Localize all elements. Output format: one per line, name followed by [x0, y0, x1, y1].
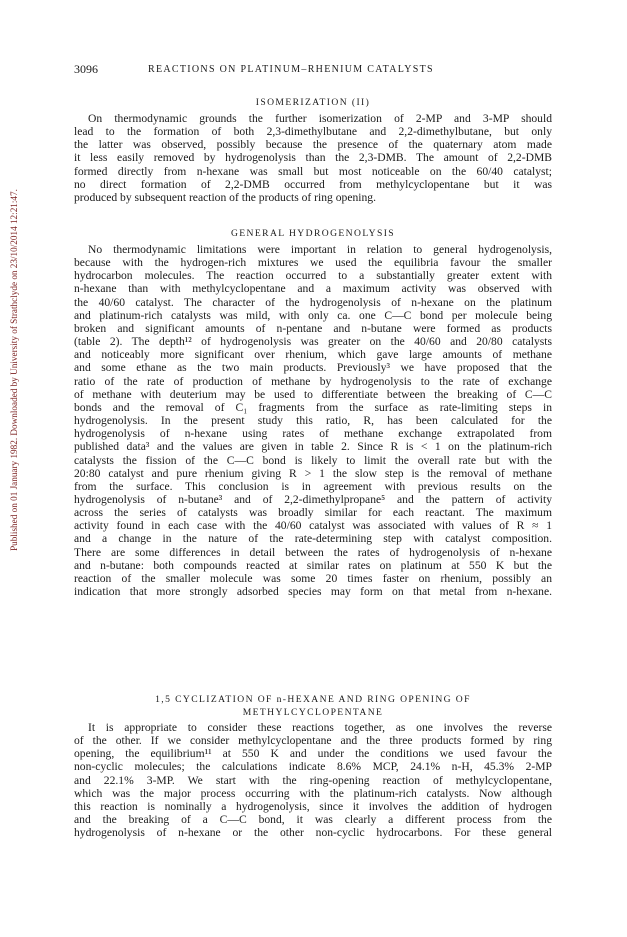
text-line: On thermodynamic grounds the further isomerization of 2-MP and 3-MP should: [88, 112, 552, 125]
text-line: opening, the equilibrium¹¹ at 550 K and under the conditions we used favour the: [74, 747, 552, 761]
heading-line: METHYLCYCLOPENTANE: [242, 707, 384, 718]
text-line: of methane with deuterium may be used to differentiate between the breaking of C—C: [74, 387, 552, 401]
text-line: no direct formation of 2,2-DMB occurred from methylcyclopentane but it was: [74, 177, 552, 191]
text-line: the latter was observed, possibly because the presence of the quaternary atom made: [74, 138, 552, 152]
text-line: non-cyclic molecules; the calculations indicate 8.6% MCP, 24.1% n-H, 45.3% 2-MP: [74, 760, 552, 774]
text-line: from the surface. This conclusion is in agreement with previous results on the: [74, 479, 552, 493]
text-line: formed directly from n-hexane was small but most noticeable on the 60/40 catalyst;: [74, 164, 552, 178]
download-notice-sidebar: [8, 150, 20, 590]
text-line: this reaction is nominally a hydrogenolysis, since it involves the addition of hydrogen: [74, 799, 552, 813]
text-line: indication that more strongly adsorbed species may form on that metal from n-hexane.: [74, 585, 552, 599]
text-line: hydrocarbon molecules. The reaction occurred to a substantially greater extent with: [74, 269, 552, 283]
paragraph-general-hydrogenolysis: [74, 243, 552, 598]
text-line: 20:80 catalyst and pure rhenium giving R > 1 the slow step is the removal of methane: [74, 466, 552, 480]
text-line: hydrogenolysis of n-hexane using rates of methane exchange extrapolated from: [74, 427, 552, 441]
text-line: broken and significant amounts of n-pentane and n-butane were formed as products: [74, 321, 552, 335]
section-heading-isomerization: ISOMERIZATION (II): [255, 97, 371, 108]
text-line: and the breaking of a C—C bond, it was clearly a different process from the: [74, 813, 552, 827]
text-line: and n-butane: both compounds reacted at similar rates on platinum at 550 K but the: [74, 558, 552, 572]
text-line: There are some differences in detail between the rates of hydrogenolysis of n-hexane: [74, 545, 552, 559]
paragraph-cyclization: [74, 721, 552, 839]
text-line: hydrogenolysis of n-butane³ and of 2,2-dimethylpropane⁵ and the pattern of activity: [74, 492, 552, 506]
text-line: published data³ and the values are given in table 2. Since R is < 1 on the platinum-rich: [74, 440, 552, 454]
text-line: reaction of the smaller molecule was some 20 times faster on rhenium, possibly an: [74, 571, 552, 585]
section-heading-cyclization: [74, 693, 552, 719]
text-line: and noticeably more significant over rhenium, which gave large amounts of methane: [74, 348, 552, 362]
text-line: of the other. If we consider methylcyclopentane and the three products formed by ring: [74, 734, 552, 748]
text-line: and 22.1% 3-MP. We start with the ring-opening reaction of methylcyclopentane,: [74, 773, 552, 787]
text-line: hydrogenolysis. In the present study this ratio, R, has been calculated for the: [74, 414, 552, 428]
text-line: bonds and the removal of C₁ fragments from the surface as rate-limiting steps in: [74, 400, 552, 414]
text-line: it less easily removed by hydrogenolysis than the 2,3-DMB. The amount of 2,2-DMB: [74, 151, 552, 165]
page-number: 3096: [74, 62, 98, 76]
running-title: REACTIONS ON PLATINUM–RHENIUM CATALYSTS: [148, 64, 434, 75]
text-line: and a change in the nature of the rate-determining step with catalyst composition.: [74, 532, 552, 546]
text-line: activity found in each case with the 40/60 catalyst was associated with values of R ≈ 1: [74, 519, 552, 533]
text-line: It is appropriate to consider these reactions together, as one involves the reverse: [88, 721, 552, 734]
text-line: No thermodynamic limitations were important in relation to general hydrogenolysis,: [88, 243, 552, 256]
text-line: the 40/60 catalyst. The character of the hydrogenolysis of n-hexane on the platinum: [74, 295, 552, 309]
text-line: and some ethane as the two main products. Previously³ we have proposed that the: [74, 361, 552, 375]
text-line: and platinum-rich catalysts was mild, with only ca. one C—C bond per molecule being: [74, 308, 552, 322]
text-line: ratio of the rate of production of methane by hydrogenolysis to the rate of exchange: [74, 374, 552, 388]
text-line: which was the major process occurring with the platinum-rich catalysts. Now although: [74, 786, 552, 800]
text-line: n-hexane than with methylcyclopentane and a maximum activity was observed with: [74, 282, 552, 296]
text-line: produced by subsequent reaction of the products of ring opening.: [74, 190, 377, 204]
section-heading-general-hydrogenolysis: GENERAL HYDROGENOLYSIS: [230, 228, 396, 239]
text-line: across the series of catalysts was broadly similar for each reactant. The maximum: [74, 506, 552, 520]
heading-line: 1,5 CYCLIZATION OF n-HEXANE AND RING OPENING OF: [155, 694, 471, 705]
text-line: because with the hydrogen-rich mixtures we used the equilibria favour the smaller: [74, 256, 552, 270]
text-line: (table 2). The depth¹² of hydrogenolysis was greater on the 40/60 and 20/80 catalysts: [74, 335, 552, 349]
paragraph-isomerization: [74, 112, 552, 204]
download-notice-text: Published on 01 January 1982. Downloaded by University of Strathclyde on 23/10/2014 12:21:47.: [9, 189, 19, 551]
text-line: lead to the formation of both 2,3-dimethylbutane and 2,2-dimethylbutane, but only: [74, 125, 552, 139]
text-line: hydrogenolysis of n-hexane or the other non-cyclic hydrocarbons. For these general: [74, 826, 552, 840]
text-line: catalysts the fission of the C—C bond is likely to limit the overall rate but with the: [74, 453, 552, 467]
